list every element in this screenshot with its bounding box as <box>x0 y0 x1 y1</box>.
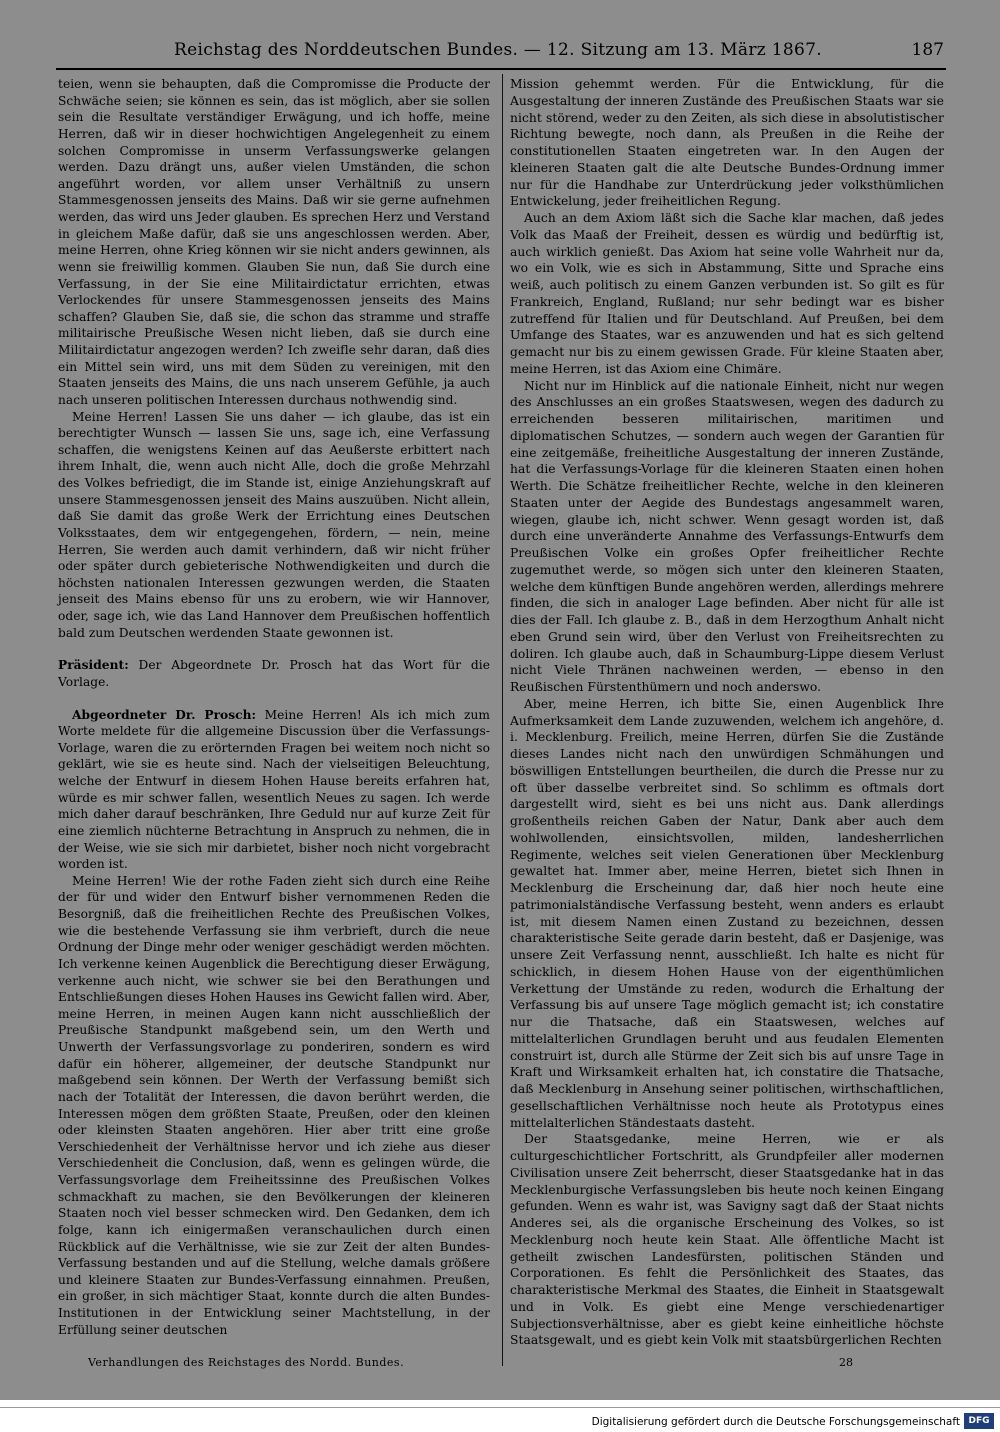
column-divider <box>502 74 503 1366</box>
left-column <box>58 76 490 1338</box>
speaker-name: Abgeordneter Dr. Prosch: <box>72 707 257 722</box>
signature-mark: 28 <box>839 1356 853 1369</box>
footer-divider <box>0 1407 1000 1408</box>
dfg-logo[interactable]: DFG <box>964 1413 994 1429</box>
speaker-paragraph: Abgeordneter Dr. Prosch: Meine Herren! Als ich mich zum Worte meldete für die allgemeine Discussion über die Verfassungs-Vorlage, waren die zu erörternden Fragen bei weitem noch nicht so geklärt, wie sie es heute sind. Nach der vielseitigen Beleuchtung, welche der Entwurf in diesem Hohen Hause bereits erfahren hat, würde es mir schwer fallen, wesentlich Neues zu sagen. Ich werde mich daher darauf beschränken, Ihre Geduld nur auf kurze Zeit für eine ziemlich nüchterne Betrachtung in Anspruch zu nehmen, die in der Weise, wie sie sich mir darbietet, bisher noch nicht vorgebracht worden ist. <box>58 707 490 872</box>
digitization-credit: Digitalisierung gefördert durch die Deutsche Forschungsgemeinschaft <box>591 1416 960 1428</box>
paragraph: Meine Herren! Wie der rothe Faden zieht sich durch eine Reihe der für und wider den Entwurf bisher vernommenen Reden die Besorgniß, daß die freiheitlichen Rechte des Preußischen Volkes, wie die bestehende Verfassung sie ihm verbrieft, durch die neue Ordnung der Dinge mehr oder weniger geschädigt werden möchten. Ich verkenne keinen Augenblick die Berechtigung dieser Erwägung, verkenne auch nicht, wie schwer sie bei den Berathungen und Entschließungen dieses Hohen Hauses ins Gewicht fallen wird. Aber, meine Herren, in meinen Augen kann nicht ausschließlich der Preußische Standpunkt maßgebend sein, um den Werth und Unwerth der Verfassungsvorlage zu ponderiren, sondern es wird dafür ein höherer, allgemeiner, der deutsche Standpunkt nur maßgebend sein können. Der Werth der Verfassung bemißt sich nach der Totalität der Interessen, die davon berührt werden, die Interessen mögen dem größten Staate, Preußen, oder den kleinen oder kleinsten Staaten angehören. Hier aber tritt eine große Verschiedenheit der Verhältnisse hervor und ich ziehe aus dieser Verschiedenheit die Conclusion, daß, wenn es gelingen würde, die Verfassungsvorlage dem Freiheitssinne des Preußischen Volkes schmackhaft zu machen, sie den Bevölkerungen der kleineren Staaten noch viel besser schmecken wird. Den Gedanken, dem ich folge, kann ich einigermaßen veranschaulichen durch einen Rückblick auf die Verhältnisse, wie sie zur Zeit der alten Bundes-Verfassung bestanden und auf die Stellung, welche damals größere und kleinere Staaten zur Bundes-Verfassung einnahmen. Preußen, ein großer, in sich mächtiger Staat, konnte durch die alten Bundes-Institutionen in der Entwicklung seiner Machtstellung, in der Erfüllung seiner deutschen <box>58 873 490 1337</box>
running-title: Reichstag des Norddeutschen Bundes. — 12. Sitzung am 13. März 1867. <box>174 40 822 60</box>
speaker-paragraph: Präsident: Der Abgeordnete Dr. Prosch hat das Wort für die Vorlage. <box>58 658 490 689</box>
right-column <box>510 76 944 1349</box>
paragraph: Meine Herren! Lassen Sie uns daher — ich glaube, das ist ein berechtigter Wunsch — lassen Sie uns, sage ich, eine Verfassung schaffen, die wenigstens Keinen auf das Aeußerste erbittert nach ihrem Inhalt, die, wenn auch nicht Alle, doch die große Mehrzahl des Volkes befriedigt, die im Stande ist, einige Anziehungskraft auf unsere Stammesgenossen jenseit des Mains auszuüben. Nicht allein, daß Sie damit das große Werk der Errichtung eines Deutschen Volksstaates, dem wir entgegengehen, fördern, — nein, meine Herren, Sie werden auch damit verhindern, daß wir nicht früher oder später durch gebieterische Nothwendigkeiten und durch die höchsten nationalen Interessen gezwungen werden, die Staaten jenseit des Mains ebenso für uns zu erobern, wie wir Hannover, oder, sage ich, wie das Land Hannover dem Preußischen hoffentlich bald zum Deutschen werdenden Staate gewonnen ist. <box>58 409 490 640</box>
paragraph: teien, wenn sie behaupten, daß die Compromisse die Producte der Schwäche seien; sie können es sein, das ist möglich, aber sie sollen sein die Resultate verständiger Erwägung, und ich hoffe, meine Herren, daß wir in dieser hochwichtigen Angelegenheit zu einem solchen Compromisse in unserm Verfassungswerke gelangen werden. Dazu drängt uns, außer vielen Umständen, die schon angeführt worden, vor allem unser Verhältniß zu unsern Stammesgenossen jenseits des Mains. Daß wir sie gerne aufnehmen werden, das wird uns Jeder glauben. Es sprechen Herz und Verstand in gleichem Maße dafür, daß sie uns angeschlossen werden. Aber, meine Herren, ohne Krieg können wir sie nicht anders gewinnen, als wenn sie freiwillig kommen. Glauben Sie nun, daß Sie durch eine Verfassung, in der Sie eine Militairdictatur errichten, etwas Verlockendes für unsere Stammesgenossen jenseits des Mains schaffen? Glauben Sie, daß sie, die schon das stramme und straffe militairische Preußische Wesen nicht lieben, daß sie durch eine Militairdictatur angezogen werden? Ich zweifle sehr daran, daß dies ein Mittel sein wird, uns mit dem Süden zu vereinigen, mit den Staaten jenseits des Mains, die uns nach unserem Gefühle, ja auch nach unseren politischen Interessen durchaus nothwendig sind. <box>58 77 490 407</box>
speaker-name: Präsident: <box>58 658 129 673</box>
page-number: 187 <box>911 40 944 60</box>
paragraph: Aber, meine Herren, ich bitte Sie, einen Augenblick Ihre Aufmerksamkeit dem Lande zuzuwenden, welchem ich angehöre, d. i. Mecklenburg. Freilich, meine Herren, dürfen Sie die Zustände dieses Landes nicht nach den unwürdigen Schmähungen und böswilligen Entstellungen beurtheilen, die durch die Presse nur zu oft über dasselbe verbreitet sind. So schlimm es oftmals dort dargestellt wird, sieht es bei uns nicht aus. Dank allerdings großentheils reichen Gaben der Natur, Dank aber auch dem wohlwollenden, einsichtsvollen, milden, landesherrlichen Regimente, welches seit vielen Generationen über Mecklenburg gewaltet hat. Immer aber, meine Herren, bietet sich Ihnen in Mecklenburg die Erscheinung dar, daß hier noch heute eine patrimonialständische Verfassung besteht, wenn anders es erlaubt ist, mit diesem Namen einen Zustand zu bezeichnen, dessen charakteristische Seite gerade darin besteht, daß er Dasjenige, was unsere Zeit Verfassung nennt, ausschließt. Ich halte es nicht für schicklich, in diesem Hohen Hause von der eigenthümlichen Verkettung der Umstände zu reden, wodurch die Erhaltung der Verfassung bis auf unsere Tage möglich gemacht ist; ich constatire nur die Thatsache, daß ein Staatswesen, welches auf mittelalterlichen Grundlagen beruht und aus feudalen Elementen construirt ist, durch alle Stürme der Zeit sich bis auf unsre Tage in Kraft und Wirksamkeit erhalten hat, ich constatire die Thatsache, daß Mecklenburg in Ansehung seiner politischen, wirthschaftlichen, gesellschaftlichen Verhältnisse noch heute als Prototypus eines mittelalterlichen Ständestaats dasteht. <box>510 696 944 1130</box>
footer-publication: Verhandlungen des Reichstages des Nordd. Bundes. <box>88 1356 405 1369</box>
paragraph: Auch an dem Axiom läßt sich die Sache klar machen, daß jedes Volk das Maaß der Freiheit, dessen es würdig und bedürftig ist, auch wirklich genießt. Das Axiom hat seine volle Wahrheit nur da, wo ein Volk, wie es sich in Abstammung, Sitte und Sprache eins weiß, auch politisch zu einem Ganzen verbunden ist. So gilt es für Frankreich, England, Rußland; nur sehr bedingt war es bisher zutreffend für Italien und für Deutschland. Auf Preußen, bei dem Umfange des Staates, war es anzuwenden und hat es sich geltend gemacht nur bis zu einem gewissen Grade. Für kleine Staaten aber, meine Herren, ist das Axiom eine Chimäre. <box>510 211 944 376</box>
header-rule <box>56 68 946 70</box>
paragraph: Mission gehemmt werden. Für die Entwicklung, für die Ausgestaltung der inneren Zustände des Preußischen Staats war sie nicht störend, weder zu den Zeiten, als sich diese in absolutistischer Richtung bewegte, noch dann, als Preußen in die Reihe der constitutionellen Staaten eingetreten war. In den Augen der kleineren Staaten galt die alte Deutsche Bundes-Ordnung immer nur für die Handhabe zur Unterdrückung jeder volksthümlichen Entwickelung, jeder freiheitlichen Regung. <box>510 77 944 209</box>
paragraph: Nicht nur im Hinblick auf die nationale Einheit, nicht nur wegen des Anschlusses an ein großes Staatswesen, wegen des dadurch zu erreichenden besseren militairischen, maritimen und diplomatischen Schutzes, — sondern auch wegen der Garantien für eine zeitgemäße, freiheitliche Ausgestaltung der inneren Zustände, hat die Verfassungs-Vorlage für die kleineren Staaten einen hohen Werth. Die Schätze freiheitlicher Rechte, welche in den kleineren Staaten unter der Aegide des Bundestags angesammelt waren, wiegen, glaube ich, nicht schwer. Wenn gesagt worden ist, daß durch eine unveränderte Annahme des Verfassungs-Entwurfs dem Preußischen Volke ein großes Opfer freiheitlicher Rechte zugemuthet werde, so mögen sich unter den kleineren Staaten, welche dem künftigen Bunde angehören werden, allerdings mehrere finden, die sich in analoger Lage befinden. Aber nicht für alle ist dies der Fall. Ich glaube z. B., daß in dem Herzogthum Anhalt nicht eben Grund sein wird, über den Verlust von Freiheitsrechten zu doliren. Ich glaube auch, daß in Schaumburg-Lippe diesem Verlust nicht Viele Thränen nachweinen werden, — ebenso in den Reußischen Fürstenthümern und noch anderswo. <box>510 378 944 694</box>
paragraph: Der Staatsgedanke, meine Herren, wie er als culturgeschichtlicher Fortschritt, als Grundpfeiler aller modernen Civilisation unsere Zeit beherrscht, dieser Staatsgedanke hat in das Mecklenburgische Verfassungsleben bis heute noch keinen Eingang gefunden. Wenn es wahr ist, was Savigny sagt daß der Staat nichts Anderes sei, als die organische Erscheinung des Volkes, so ist Mecklenburg noch heute kein Staat. Alle öffentliche Macht ist getheilt zwischen Landesfürsten, politischen Ständen und Corporationen. Es fehlt die Persönlichkeit des Staates, das charakteristische Merkmal des Staates, die Einheit in Staatsgewalt und in Volk. Es giebt eine Menge verschiedenartiger Subjectionsverhältnisse, aber es giebt keine einheitliche höchste Staatsgewalt, und es giebt kein Volk mit staatsbürgerlichen Rechten <box>510 1132 944 1348</box>
page-header <box>56 40 944 66</box>
